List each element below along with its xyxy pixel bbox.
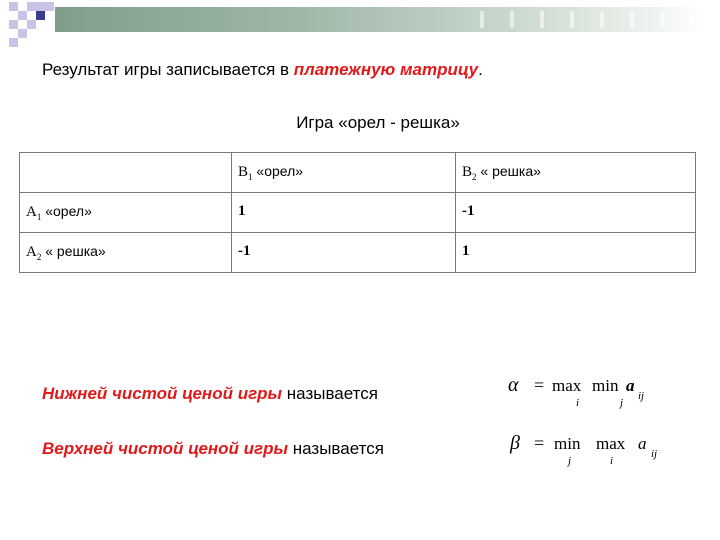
game-title: Игра «орел - решка» <box>296 113 460 132</box>
table-header-row <box>20 153 696 193</box>
upper-value-formula <box>510 430 690 475</box>
header-stripe <box>630 11 634 28</box>
lower-value-term: Нижней чистой ценой игры <box>42 384 283 403</box>
beta-symbol: β <box>510 432 520 454</box>
min-index: j <box>620 397 624 409</box>
payoff-cell: -1 <box>456 193 696 233</box>
header-stripe <box>660 11 664 28</box>
max-index: i <box>610 455 614 467</box>
max-operator: max <box>596 434 626 453</box>
table-row <box>20 193 696 233</box>
row-label-cell: $A_1$ «орел» <box>20 193 232 233</box>
min-operator: min <box>592 376 619 395</box>
decorative-squares-logo <box>0 0 60 50</box>
equals-sign: = <box>534 433 545 453</box>
intro-highlight: платежную матрицу <box>293 60 479 79</box>
payoff-cell: 1 <box>456 233 696 273</box>
lower-value-definition <box>42 384 378 404</box>
max-operator: max <box>552 376 582 395</box>
header-gradient-bar <box>55 7 705 32</box>
row-label-cell: $A_2$ « решка» <box>20 233 232 273</box>
payoff-cell: -1 <box>232 233 456 273</box>
header-stripe <box>540 11 544 28</box>
variable-a: a <box>626 376 635 395</box>
equals-sign: = <box>534 375 545 395</box>
alpha-symbol: α <box>508 374 519 396</box>
table-row <box>20 233 696 273</box>
header-stripe <box>510 11 514 28</box>
payoff-matrix-table <box>19 152 696 273</box>
payoff-cell: 1 <box>232 193 456 233</box>
upper-value-rest: называется <box>288 439 384 458</box>
max-index: i <box>576 397 580 409</box>
variable-index: ij <box>638 390 645 402</box>
header-stripe <box>480 11 484 28</box>
lower-value-formula <box>508 372 688 417</box>
min-index: j <box>568 455 572 467</box>
intro-prefix: Результат игры записывается в <box>42 60 294 79</box>
variable-a: a <box>638 434 647 453</box>
table-corner-cell <box>20 153 232 193</box>
table-header-cell: $B_1$ «орел» <box>232 153 456 193</box>
table-header-cell: $B_2$ « решка» <box>456 153 696 193</box>
upper-value-term: Верхней чистой ценой игры <box>42 439 289 458</box>
intro-suffix: . <box>478 60 483 79</box>
header-stripe <box>570 11 574 28</box>
header-stripe <box>690 11 694 28</box>
min-operator: min <box>554 434 581 453</box>
variable-index: ij <box>651 448 658 460</box>
header-stripe <box>600 11 604 28</box>
upper-value-definition <box>42 439 384 459</box>
intro-sentence <box>42 60 483 80</box>
lower-value-rest: называется <box>282 384 378 403</box>
